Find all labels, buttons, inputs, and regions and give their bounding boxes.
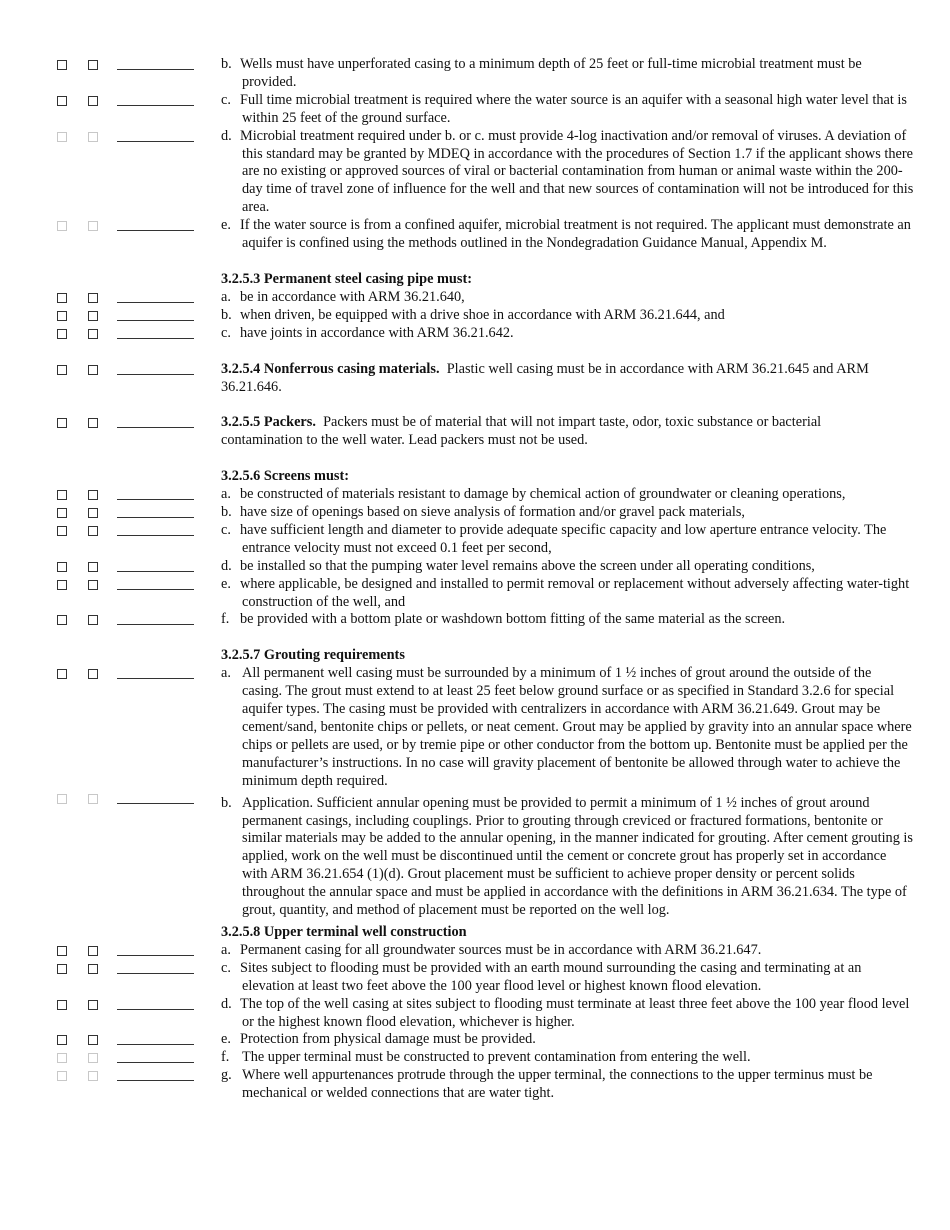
- checkbox-yes[interactable]: [57, 329, 67, 339]
- item-text: have joints in accordance with ARM 36.21.642.: [240, 324, 514, 341]
- review-controls: [0, 93, 200, 111]
- checkbox-yes[interactable]: [57, 526, 67, 536]
- item-marker: b.: [221, 504, 232, 521]
- comment-line[interactable]: [117, 678, 194, 679]
- item-marker: a.: [221, 486, 231, 503]
- item-marker: e.: [221, 217, 231, 234]
- item-3253-c: [221, 325, 914, 343]
- section-3255: [221, 414, 893, 450]
- review-controls: [0, 791, 200, 809]
- review-controls: [0, 57, 200, 75]
- comment-line[interactable]: [117, 230, 194, 231]
- comment-line[interactable]: [117, 535, 194, 536]
- comment-line[interactable]: [117, 517, 194, 518]
- checkbox-no[interactable]: [88, 96, 98, 106]
- review-controls: [0, 997, 200, 1015]
- checkbox-no[interactable]: [88, 60, 98, 70]
- comment-line[interactable]: [117, 589, 194, 590]
- review-controls: [0, 666, 200, 684]
- item-marker: d.: [221, 127, 232, 144]
- checkbox-no[interactable]: [88, 132, 98, 142]
- review-controls: [0, 559, 200, 577]
- checkbox-yes[interactable]: [57, 562, 67, 572]
- checkbox-yes[interactable]: [57, 1035, 67, 1045]
- comment-line[interactable]: [117, 973, 194, 974]
- comment-line[interactable]: [117, 1062, 194, 1063]
- checkbox-no[interactable]: [88, 329, 98, 339]
- item-text: All permanent well casing must be surrounded by a minimum of 1 ½ inches of grout around the outside of the casing. The grout must extend to at least 25 feet below ground surface or as specified in Standard 3.2.6 for special aquifer types. The casing must be provided with centralizers in accordance with ARM 36.21.649. Grout may be cement/sand, bentonite chips or pellets, or neat cement. Grout may be applied by gravity into an annular space where chips or pellets are used, or by tremie pipe or other conductor from the bottom up. Bentonite must be applied per the manufacturer’s instructions. In no case will gravity placement of bentonite be allowed through water to achieve the minimum depth required.: [242, 665, 912, 789]
- item-3253-a: [221, 289, 914, 307]
- comment-line[interactable]: [117, 1044, 194, 1045]
- item-text: Where well appurtenances protrude through the upper terminal, the connections to the upper terminus must be mechanical or welded connections that are water tight.: [242, 1067, 873, 1102]
- review-controls: [0, 129, 200, 147]
- section-text: Plastic well casing must be in accordance with ARM 36.21.645 and ARM 36.21.646.: [221, 360, 869, 395]
- item-text: The top of the well casing at sites subject to flooding must terminate at least three feet above the 100 year flood level or the highest known flood elevation, whichever is higher.: [240, 995, 910, 1030]
- review-controls: [0, 1050, 200, 1068]
- checkbox-no[interactable]: [88, 794, 98, 804]
- item-text: Application. Sufficient annular opening must be provided to permit a minimum of 1 ½ inches of grout around permanent casings, including couplings. Prior to grouting through creviced or fractured formations, bentonite or similar materials may be added to the annular opening, in the manner indicated for grouting. After cement grouting is applied, work on the well must be discontinued until the cement or concrete grout has properly set in accordance with ARM 36.21.654 (1)(d). Grout placement must be sufficient to achieve proper density or percent solids throughout the annular space and must be applied in accordance with the definitions in ARM 36.21.634. The type of grout, quantity, and method of placement must be reported on the well log.: [242, 794, 913, 919]
- comment-line[interactable]: [117, 320, 194, 321]
- comment-line[interactable]: [117, 803, 194, 804]
- item-3253-b: [221, 307, 914, 325]
- item-intro-e: [221, 217, 914, 253]
- checkbox-yes[interactable]: [57, 132, 67, 142]
- checkbox-no[interactable]: [88, 669, 98, 679]
- item-text: be constructed of materials resistant to damage by chemical action of groundwater or cleaning operations,: [240, 486, 846, 503]
- checkbox-no[interactable]: [88, 365, 98, 375]
- item-intro-b: [221, 56, 914, 92]
- comment-line[interactable]: [117, 624, 194, 625]
- checkbox-no[interactable]: [88, 526, 98, 536]
- item-marker: b.: [221, 56, 232, 72]
- checkbox-no[interactable]: [88, 1071, 98, 1081]
- item-3256-e: [221, 576, 914, 612]
- comment-line[interactable]: [117, 374, 194, 375]
- item-text: The upper terminal must be constructed to prevent contamination from entering the well.: [242, 1049, 751, 1066]
- checkbox-yes[interactable]: [57, 946, 67, 956]
- checkbox-yes[interactable]: [57, 794, 67, 804]
- checkbox-no[interactable]: [88, 418, 98, 428]
- section-heading-3253: 3.2.5.3 Permanent steel casing pipe must:: [221, 270, 472, 287]
- item-3256-c: [221, 522, 914, 558]
- comment-line[interactable]: [117, 302, 194, 303]
- section-title: 3.2.5.5 Packers.: [221, 414, 316, 431]
- item-intro-d: [221, 128, 914, 218]
- item-marker: c.: [221, 959, 231, 976]
- comment-line[interactable]: [117, 1009, 194, 1010]
- checkbox-yes[interactable]: [57, 580, 67, 590]
- comment-line[interactable]: [117, 1080, 194, 1081]
- item-marker: e.: [221, 1031, 231, 1048]
- review-controls: [0, 362, 200, 380]
- item-text: be installed so that the pumping water level remains above the screen under all operating conditions,: [240, 557, 815, 574]
- checkbox-yes[interactable]: [57, 365, 67, 375]
- review-controls: [0, 523, 200, 541]
- checkbox-no[interactable]: [88, 964, 98, 974]
- comment-line[interactable]: [117, 141, 194, 142]
- item-text: be provided with a bottom plate or washdown bottom fitting of the same material as the screen.: [240, 611, 786, 628]
- checkbox-yes[interactable]: [57, 1071, 67, 1081]
- review-controls: [0, 1032, 200, 1050]
- checkbox-yes[interactable]: [57, 1000, 67, 1010]
- item-text: Full time microbial treatment is required where the water source is an aquifer with a seasonal high water level that is within 25 feet of the ground surface.: [240, 91, 907, 126]
- checkbox-yes[interactable]: [57, 508, 67, 518]
- item-text: where applicable, be designed and installed to permit removal or replacement without adversely affecting water-tight construction of the well, and: [240, 575, 910, 610]
- item-marker: c.: [221, 91, 231, 108]
- section-3254: [221, 361, 893, 397]
- item-marker: b.: [221, 794, 232, 811]
- section-heading-3256: 3.2.5.6 Screens must:: [221, 468, 350, 485]
- review-controls: [0, 415, 200, 433]
- item-marker: d.: [221, 995, 232, 1012]
- item-text: Microbial treatment required under b. or c. must provide 4-log inactivation and/or removal of viruses. A deviation of this standard may be granted by MDEQ in accordance with the procedures of Section 1.7 if the applicant shows there are no existing or approved sources of viral or bacterial contamination from human or animal waste within the 200-day time of travel zone of influence for the well and that new sources of contamination will not be introduced for this area.: [240, 127, 914, 216]
- item-text: have size of openings based on sieve analysis of formation and/or gravel pack materials,: [240, 504, 745, 521]
- item-marker: c.: [221, 521, 231, 538]
- checkbox-yes[interactable]: [57, 60, 67, 70]
- checkbox-no[interactable]: [88, 580, 98, 590]
- item-marker: a.: [221, 941, 231, 958]
- item-marker: e.: [221, 575, 231, 592]
- comment-line[interactable]: [117, 571, 194, 572]
- item-3256-a: [221, 486, 914, 504]
- review-controls: [0, 1068, 200, 1086]
- item-marker: a.: [221, 288, 231, 305]
- checkbox-no[interactable]: [88, 615, 98, 625]
- item-3258-f: [221, 1049, 914, 1067]
- comment-line[interactable]: [117, 338, 194, 339]
- checkbox-no[interactable]: [88, 293, 98, 303]
- checkbox-yes[interactable]: [57, 221, 67, 231]
- item-3257-a: [221, 665, 914, 790]
- review-controls: [0, 218, 200, 236]
- section-heading-3257: 3.2.5.7 Grouting requirements: [221, 647, 405, 664]
- checkbox-no[interactable]: [88, 311, 98, 321]
- section-title: 3.2.5.4 Nonferrous casing materials.: [221, 360, 440, 377]
- checkbox-no[interactable]: [88, 508, 98, 518]
- item-marker: f.: [221, 1049, 230, 1066]
- checkbox-no[interactable]: [88, 562, 98, 572]
- item-3258-e: [221, 1031, 914, 1049]
- checkbox-no[interactable]: [88, 946, 98, 956]
- checkbox-yes[interactable]: [57, 96, 67, 106]
- item-marker: g.: [221, 1067, 232, 1084]
- review-controls: [0, 505, 200, 523]
- item-marker: c.: [221, 324, 231, 341]
- comment-line[interactable]: [117, 499, 194, 500]
- item-3258-g: [221, 1067, 914, 1103]
- checkbox-yes[interactable]: [57, 615, 67, 625]
- review-controls: [0, 308, 200, 326]
- checkbox-yes[interactable]: [57, 669, 67, 679]
- checkbox-no[interactable]: [88, 490, 98, 500]
- checkbox-yes[interactable]: [57, 293, 67, 303]
- checkbox-no[interactable]: [88, 1000, 98, 1010]
- comment-line[interactable]: [117, 69, 194, 70]
- item-3256-d: [221, 558, 914, 576]
- item-marker: a.: [221, 665, 231, 682]
- item-intro-c: [221, 92, 914, 128]
- item-3258-d: [221, 996, 914, 1032]
- checkbox-yes[interactable]: [57, 418, 67, 428]
- checkbox-no[interactable]: [88, 1035, 98, 1045]
- checkbox-yes[interactable]: [57, 490, 67, 500]
- document-page: [0, 56, 950, 1103]
- item-3258-a: [221, 942, 914, 960]
- item-text: If the water source is from a confined aquifer, microbial treatment is not required. The applicant must demonstrate an aquifer is confined using the methods outlined in the Nondegradation Guidance Manual, Appendix M.: [240, 217, 911, 252]
- comment-line[interactable]: [117, 955, 194, 956]
- checkbox-yes[interactable]: [57, 964, 67, 974]
- item-text: Protection from physical damage must be provided.: [240, 1031, 536, 1048]
- item-text: Permanent casing for all groundwater sources must be in accordance with ARM 36.21.647.: [240, 941, 762, 958]
- review-controls: [0, 487, 200, 505]
- review-controls: [0, 577, 200, 595]
- item-marker: d.: [221, 557, 232, 574]
- checkbox-yes[interactable]: [57, 311, 67, 321]
- comment-line[interactable]: [117, 105, 194, 106]
- section-heading-3258: 3.2.5.8 Upper terminal well construction: [221, 923, 467, 940]
- item-3256-b: [221, 504, 914, 522]
- item-3256-f: [221, 611, 914, 629]
- item-text: Sites subject to flooding must be provided with an earth mound surrounding the casing and terminating at an elevation at least two feet above the 100 year flood level or highest known flood elevation.: [240, 959, 862, 994]
- item-marker: f.: [221, 611, 230, 628]
- comment-line[interactable]: [117, 427, 194, 428]
- review-controls: [0, 961, 200, 979]
- review-controls: [0, 326, 200, 344]
- checkbox-yes[interactable]: [57, 1053, 67, 1063]
- review-controls: [0, 612, 200, 630]
- item-3258-c: [221, 960, 914, 996]
- item-text: when driven, be equipped with a drive shoe in accordance with ARM 36.21.644, and: [240, 306, 725, 323]
- review-controls: [0, 290, 200, 308]
- item-text: have sufficient length and diameter to provide adequate specific capacity and low aperture entrance velocity. The entrance velocity must not exceed 0.1 feet per second,: [240, 521, 887, 556]
- section-text: Packers must be of material that will not impart taste, odor, toxic substance or bacterial contamination to the well water. Lead packers must not be used.: [221, 414, 822, 449]
- item-text: be in accordance with ARM 36.21.640,: [240, 288, 465, 305]
- review-controls: [0, 943, 200, 961]
- checkbox-no[interactable]: [88, 221, 98, 231]
- item-3257-b: [221, 795, 914, 920]
- item-text: Wells must have unperforated casing to a minimum depth of 25 feet or full-time microbial treatment must be provided.: [240, 56, 862, 90]
- checkbox-no[interactable]: [88, 1053, 98, 1063]
- item-marker: b.: [221, 306, 232, 323]
